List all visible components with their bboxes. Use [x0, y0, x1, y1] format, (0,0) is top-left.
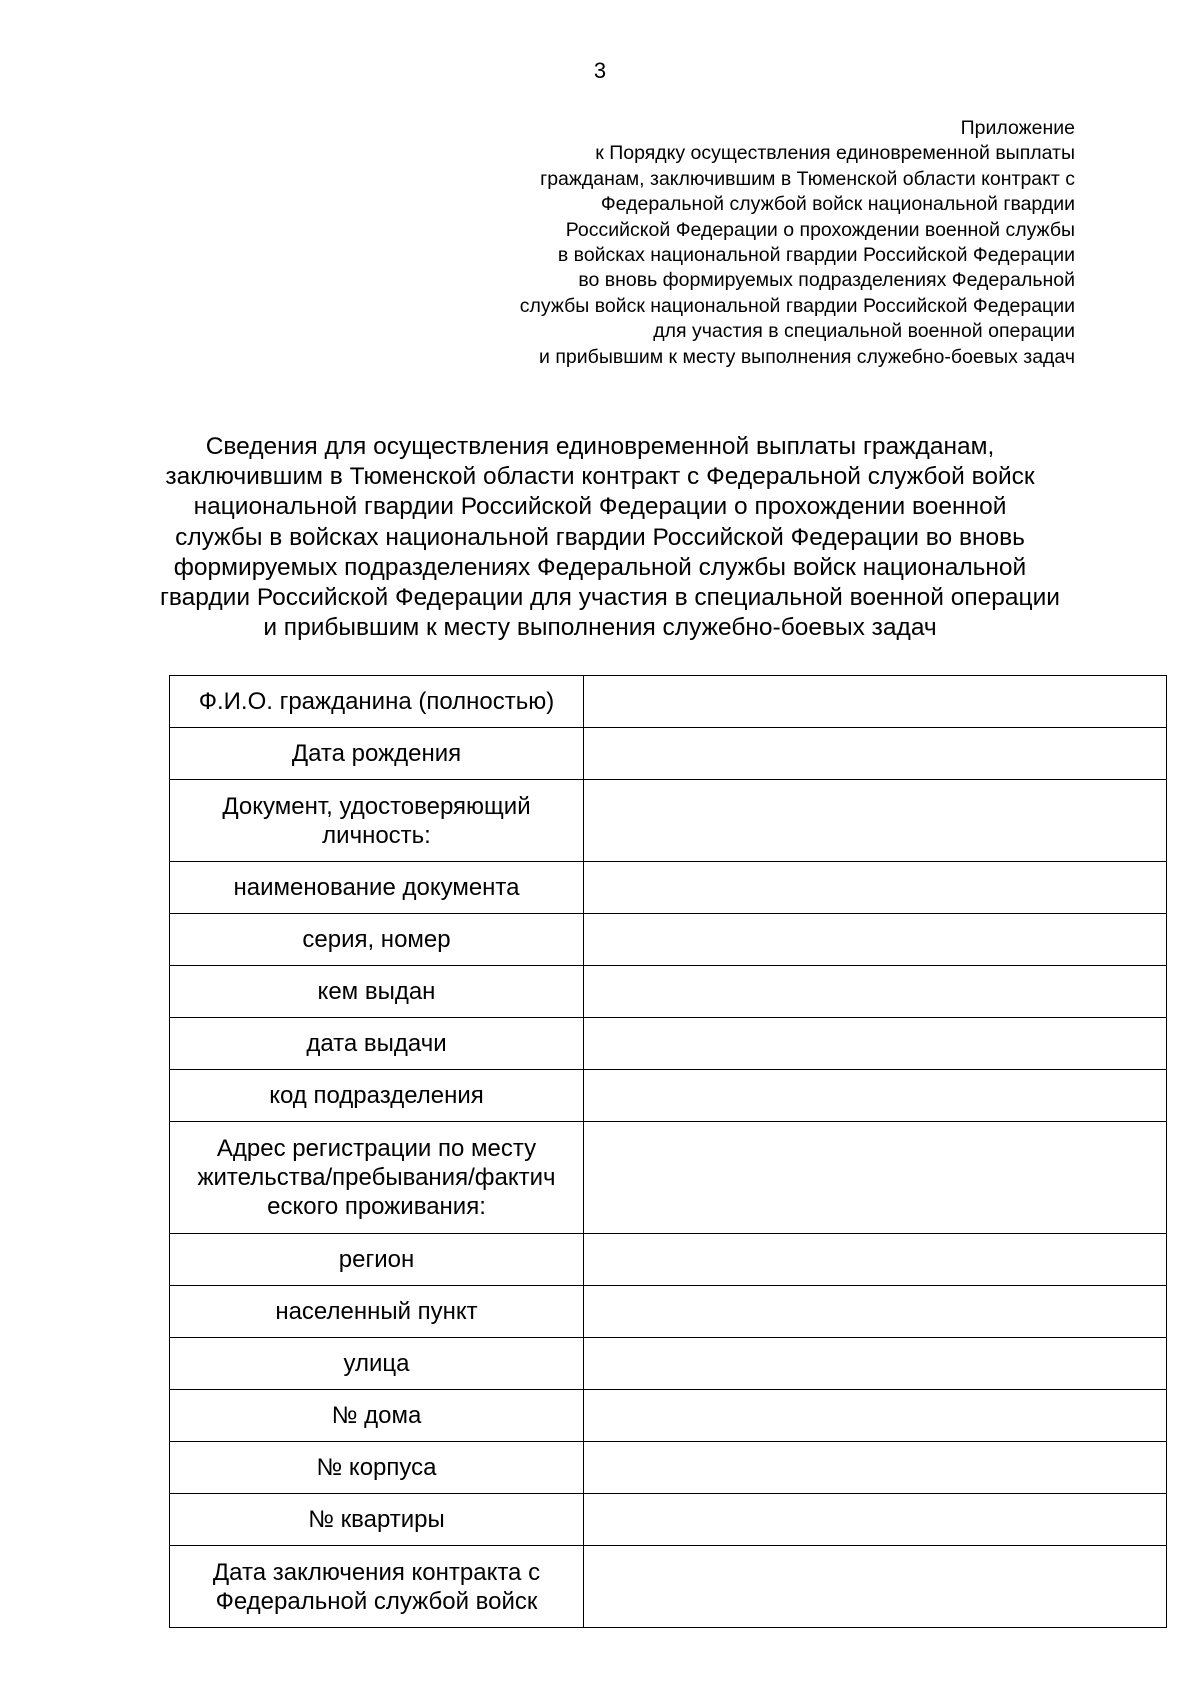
table-row — [170, 1234, 1167, 1286]
table-row — [170, 1494, 1167, 1546]
table-row — [170, 1018, 1167, 1070]
row-label-house-number: № дома — [170, 1390, 584, 1442]
locality-field[interactable] — [584, 1286, 1167, 1338]
label-line: Дата заключения контракта с — [212, 1558, 541, 1586]
appendix-line: Российской Федерации о прохождении военной службы — [565, 218, 1075, 241]
table-row — [170, 728, 1167, 780]
appendix-line: гражданам, заключившим в Тюменской области контракт с — [540, 167, 1075, 190]
label-line: Федеральной службой войск — [215, 1587, 538, 1615]
row-label-region: регион — [170, 1234, 584, 1286]
apartment-number-field[interactable] — [584, 1494, 1167, 1546]
identity-document-field[interactable] — [584, 780, 1167, 862]
row-label-locality: населенный пункт — [170, 1286, 584, 1338]
issued-by-field[interactable] — [584, 966, 1167, 1018]
appendix-line: в войсках национальной гвардии Российской Федерации — [557, 244, 1075, 267]
citizen-info-table — [169, 675, 1167, 1628]
row-label-birth-date: Дата рождения — [170, 728, 584, 780]
table-row — [170, 1390, 1167, 1442]
row-label-identity-document — [170, 780, 584, 862]
division-code-field[interactable] — [584, 1070, 1167, 1122]
series-number-field[interactable] — [584, 914, 1167, 966]
appendix-line: службы войск национальной гвардии Российской Федерации — [519, 294, 1075, 317]
title-line: национальной гвардии Российской Федерации о прохождении военной — [193, 493, 1007, 521]
table-row — [170, 1442, 1167, 1494]
table-row — [170, 1338, 1167, 1390]
appendix-line: и прибывшим к месту выполнения служебно-боевых задач — [539, 345, 1075, 368]
title-line: формируемых подразделениях Федеральной службы войск национальной — [173, 553, 1027, 581]
appendix-line: к Порядку осуществления единовременной выплаты — [595, 142, 1075, 165]
table-row — [170, 914, 1167, 966]
title-line: Сведения для осуществления единовременной выплаты гражданам, — [205, 433, 995, 460]
contract-date-field[interactable] — [584, 1546, 1167, 1628]
title-line: заключившим в Тюменской области контракт с Федеральной службой войск — [165, 463, 1035, 491]
issue-date-field[interactable] — [584, 1018, 1167, 1070]
table-row — [170, 966, 1167, 1018]
table-row — [170, 1070, 1167, 1122]
label-line: Адрес регистрации по месту — [216, 1135, 537, 1162]
table-row — [170, 780, 1167, 862]
title-line: гвардии Российской Федерации для участия в специальной военной операции — [160, 584, 1060, 612]
street-field[interactable] — [584, 1338, 1167, 1390]
appendix-line: во вновь формируемых подразделениях Федеральной — [578, 269, 1075, 292]
appendix-header — [375, 116, 1075, 370]
row-label-street: улица — [170, 1338, 584, 1390]
page-number: 3 — [593, 58, 607, 83]
appendix-line: Федеральной службой войск национальной гвардии — [600, 193, 1075, 216]
title-line: службы в войсках национальной гвардии Российской Федерации во вновь — [175, 523, 1025, 551]
region-field[interactable] — [584, 1234, 1167, 1286]
label-line: личность: — [322, 821, 431, 849]
label-line: Документ, удостоверяющий — [222, 792, 531, 820]
row-label-series-number: серия, номер — [170, 914, 584, 966]
row-label-registration-address — [170, 1122, 584, 1234]
appendix-line: Приложение — [960, 117, 1075, 139]
row-label-building-number: № корпуса — [170, 1442, 584, 1494]
label-line: жительства/пребывания/фактич — [197, 1164, 556, 1191]
full-name-field[interactable] — [584, 676, 1167, 728]
birth-date-field[interactable] — [584, 728, 1167, 780]
row-label-issued-by: кем выдан — [170, 966, 584, 1018]
row-label-apartment-number: № квартиры — [170, 1494, 584, 1546]
building-number-field[interactable] — [584, 1442, 1167, 1494]
row-label-document-name: наименование документа — [170, 862, 584, 914]
document-title — [160, 432, 1060, 643]
appendix-line: для участия в специальной военной операции — [653, 320, 1075, 343]
document-name-field[interactable] — [584, 862, 1167, 914]
row-label-issue-date: дата выдачи — [170, 1018, 584, 1070]
table-row — [170, 1546, 1167, 1628]
table-row — [170, 1286, 1167, 1338]
label-line: еского проживания: — [267, 1193, 486, 1220]
table-row — [170, 676, 1167, 728]
row-label-division-code: код подразделения — [170, 1070, 584, 1122]
registration-address-field[interactable] — [584, 1122, 1167, 1234]
row-label-contract-date — [170, 1546, 584, 1628]
table-row — [170, 1122, 1167, 1234]
house-number-field[interactable] — [584, 1390, 1167, 1442]
table-row — [170, 862, 1167, 914]
title-line: и прибывшим к месту выполнения служебно-боевых задач — [263, 614, 937, 642]
row-label-full-name: Ф.И.О. гражданина (полностью) — [170, 676, 584, 728]
